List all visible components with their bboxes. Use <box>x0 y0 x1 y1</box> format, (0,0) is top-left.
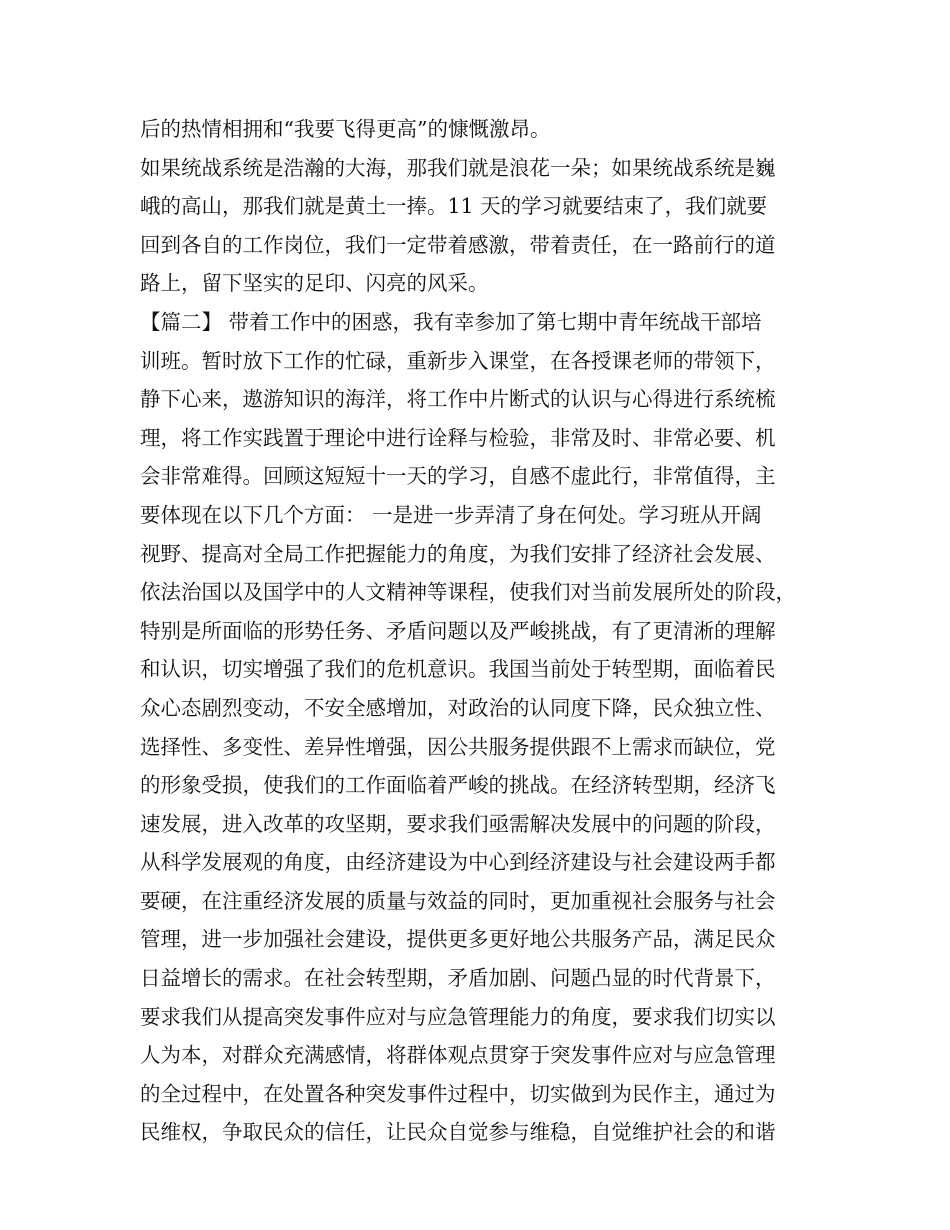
text-line: 民维权，争取民众的信任，让民众自觉参与维稳，自觉维护社会的和谐 <box>140 1120 776 1145</box>
text-line: 会非常难得。回顾这短短十一天的学习，自感不虚此行，非常值得，主 <box>140 464 776 489</box>
text-line: 人为本，对群众充满感情，将群体观点贯穿于突发事件应对与应急管理 <box>140 1043 776 1068</box>
document-body <box>140 110 820 1152</box>
text-line: 日益增长的需求。在社会转型期，矛盾加剧、问题凸显的时代背景下， <box>140 966 776 991</box>
text-line: 和认识，切实增强了我们的危机意识。我国当前处于转型期，面临着民 <box>140 657 776 682</box>
text-line: 静下心来，遨游知识的海洋，将工作中片断式的认识与心得进行系统梳 <box>140 387 776 412</box>
text-line: 回到各自的工作岗位，我们一定带着感激，带着责任，在一路前行的道 <box>140 232 776 257</box>
text-line: 依法治国以及国学中的人文精神等课程，使我们对当前发展所处的阶段， <box>140 580 796 605</box>
text-line: 视野、提高对全局工作把握能力的角度，为我们安排了经济社会发展、 <box>140 541 776 566</box>
text-line: 峨的高山，那我们就是黄土一捧。11 天的学习就要结束了，我们就要 <box>140 194 768 219</box>
text-line: 后的热情相拥和“我要飞得更高”的慷慨激昂。 <box>140 117 551 141</box>
text-line: 特别是所面临的形势任务、矛盾问题以及严峻挑战，有了更清淅的理解 <box>140 618 776 643</box>
text-line: 训班。暂时放下工作的忙碌，重新步入课堂，在各授课老师的带领下， <box>140 348 776 373</box>
text-line: 管理，进一步加强社会建设，提供更多更好地公共服务产品，满足民众 <box>140 927 776 952</box>
text-line: 理，将工作实践置于理论中进行诠释与检验，非常及时、非常必要、机 <box>140 425 776 450</box>
text-line: 如果统战系统是浩瀚的大海，那我们就是浪花一朵；如果统战系统是巍 <box>140 155 776 180</box>
text-line: 选择性、多变性、差异性增强，因公共服务提供跟不上需求而缺位，党 <box>140 734 776 759</box>
text-line: 【篇二】 带着工作中的困惑，我有幸参加了第七期中青年统战干部培 <box>140 309 762 334</box>
text-line: 众心态剧烈变动，不安全感增加，对政治的认同度下降，民众独立性、 <box>140 695 776 720</box>
text-line: 的形象受损，使我们的工作面临着严峻的挑战。在经济转型期，经济飞 <box>140 773 776 798</box>
text-line: 路上，留下坚实的足印、闪亮的风采。 <box>140 271 489 296</box>
text-line: 要求我们从提高突发事件应对与应急管理能力的角度，要求我们切实以 <box>140 1004 776 1029</box>
text-line: 的全过程中，在处置各种突发事件过程中，切实做到为民作主，通过为 <box>140 1081 776 1106</box>
text-line: 要硬，在注重经济发展的质量与效益的同时，更加重视社会服务与社会 <box>140 888 776 913</box>
text-line: 要体现在以下几个方面： 一是进一步弄清了身在何处。学习班从开阔 <box>140 502 762 527</box>
text-line: 速发展，进入改革的攻坚期，要求我们亟需解决发展中的问题的阶段， <box>140 811 776 836</box>
text-line: 从科学发展观的角度，由经济建设为中心到经济建设与社会建设两手都 <box>140 850 776 875</box>
